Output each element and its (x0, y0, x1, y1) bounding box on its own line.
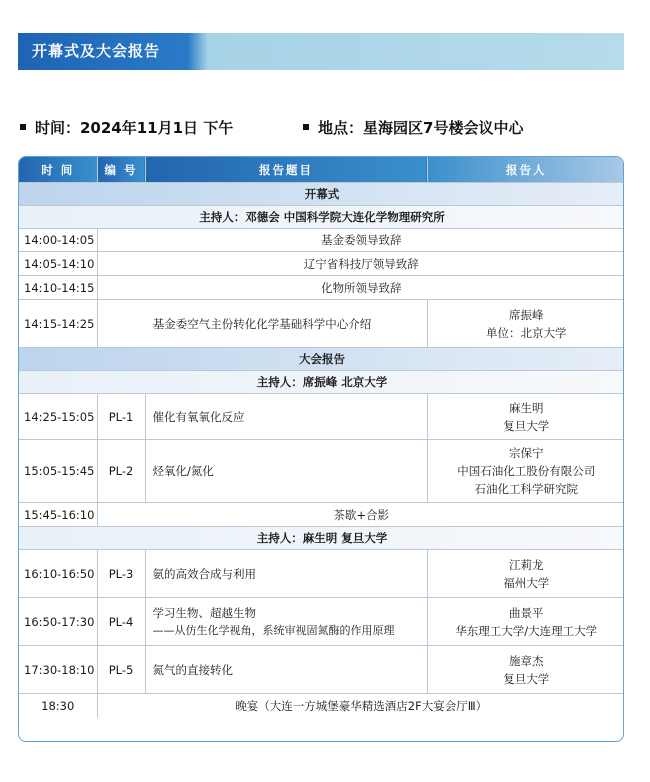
topic-line: 学习生物、超越生物 (152, 605, 256, 620)
table-row-break (19, 503, 624, 527)
info-time-text: 时间：2024年11月1日 下午 (35, 119, 234, 137)
host-row (19, 371, 624, 394)
header-code: 编 号 (97, 157, 145, 183)
speaker-name: 曲景平 (509, 605, 544, 620)
bullet-square-icon (303, 124, 309, 130)
speaker-affiliation: 石油化工科学研究院 (474, 482, 578, 496)
row-time: 17:30-18:10 (19, 646, 97, 694)
table-row (19, 300, 624, 348)
row-time: 14:10-14:15 (19, 276, 97, 300)
speaker-name: 施章杰 (509, 653, 544, 668)
table-row (19, 550, 624, 598)
host-opening: 主持人：邓德会 中国科学院大连化学物理研究所 (19, 206, 624, 229)
row-topic: 化物所领导致辞 (97, 276, 624, 300)
host-row (19, 206, 624, 229)
row-code: PL-4 (97, 598, 145, 646)
row-speaker (427, 440, 624, 503)
info-place-text: 地点：星海园区7号楼会议中心 (318, 119, 524, 137)
speaker-name: 宗保宁 (509, 446, 544, 460)
row-time: 14:05-14:10 (19, 252, 97, 276)
row-speaker (427, 598, 624, 646)
speaker-name: 席振峰 (509, 307, 544, 322)
row-code: PL-1 (97, 394, 145, 440)
table-row (19, 229, 624, 252)
row-code: PL-5 (97, 646, 145, 694)
speaker-affiliation: 福州大学 (503, 575, 550, 590)
row-time: 18:30 (19, 694, 97, 718)
row-speaker (427, 646, 624, 694)
row-speaker (427, 394, 624, 440)
row-topic: 氮气的直接转化 (145, 646, 427, 694)
table-row (19, 440, 624, 503)
header-topic: 报告题目 (145, 157, 427, 183)
row-time: 16:50-17:30 (19, 598, 97, 646)
host-row (19, 527, 624, 550)
row-time: 14:25-15:05 (19, 394, 97, 440)
speaker-name: 江莉龙 (509, 557, 544, 572)
speaker-affiliation: 单位：北京大学 (486, 325, 567, 340)
row-time: 14:15-14:25 (19, 300, 97, 348)
row-topic (145, 598, 427, 646)
host-plenary-1: 主持人：席振峰 北京大学 (19, 371, 624, 394)
section-row-plenary (19, 348, 624, 371)
section-row-opening (19, 183, 624, 206)
table-row (19, 276, 624, 300)
speaker-name: 麻生明 (509, 400, 544, 415)
row-topic: 基金委领导致辞 (97, 229, 624, 252)
table-header-row (19, 157, 624, 183)
schedule-table (18, 156, 624, 742)
speaker-affiliation: 复旦大学 (503, 671, 550, 686)
topic-line: ——从仿生化学视角，系统审视固氮酶的作用原理 (152, 623, 395, 637)
row-code: PL-2 (97, 440, 145, 503)
section-plenary-title: 大会报告 (19, 348, 624, 371)
row-speaker (427, 300, 624, 348)
bullet-square-icon (20, 124, 26, 130)
info-time (20, 117, 233, 138)
speaker-affiliation: 华东理工大学/大连理工大学 (455, 623, 598, 638)
table-row (19, 394, 624, 440)
row-topic: 催化有氧氧化反应 (145, 394, 427, 440)
row-code: PL-3 (97, 550, 145, 598)
table-row-dinner (19, 694, 624, 718)
row-topic: 茶歇+合影 (97, 503, 624, 527)
speaker-affiliation: 中国石油化工股份有限公司 (457, 464, 596, 478)
section-banner (18, 33, 624, 70)
header-time: 时 间 (19, 157, 97, 183)
section-opening-title: 开幕式 (19, 183, 624, 206)
section-title: 开幕式及大会报告 (32, 42, 161, 60)
row-speaker (427, 550, 624, 598)
speaker-affiliation: 复旦大学 (503, 418, 550, 433)
host-plenary-2: 主持人：麻生明 复旦大学 (19, 527, 624, 550)
row-topic: 辽宁省科技厅领导致辞 (97, 252, 624, 276)
row-topic: 基金委空气主份转化化学基础科学中心介绍 (97, 300, 427, 348)
row-topic: 烃氧化/氮化 (145, 440, 427, 503)
table-row (19, 252, 624, 276)
row-time: 14:00-14:05 (19, 229, 97, 252)
row-topic: 氨的高效合成与利用 (145, 550, 427, 598)
info-place (303, 117, 523, 138)
row-time: 15:05-15:45 (19, 440, 97, 503)
table-row (19, 646, 624, 694)
row-time: 16:10-16:50 (19, 550, 97, 598)
header-speaker: 报告人 (427, 157, 624, 183)
row-topic: 晚宴（大连一方城堡豪华精选酒店2F大宴会厅Ⅲ） (97, 694, 624, 718)
table-row (19, 598, 624, 646)
row-time: 15:45-16:10 (19, 503, 97, 527)
